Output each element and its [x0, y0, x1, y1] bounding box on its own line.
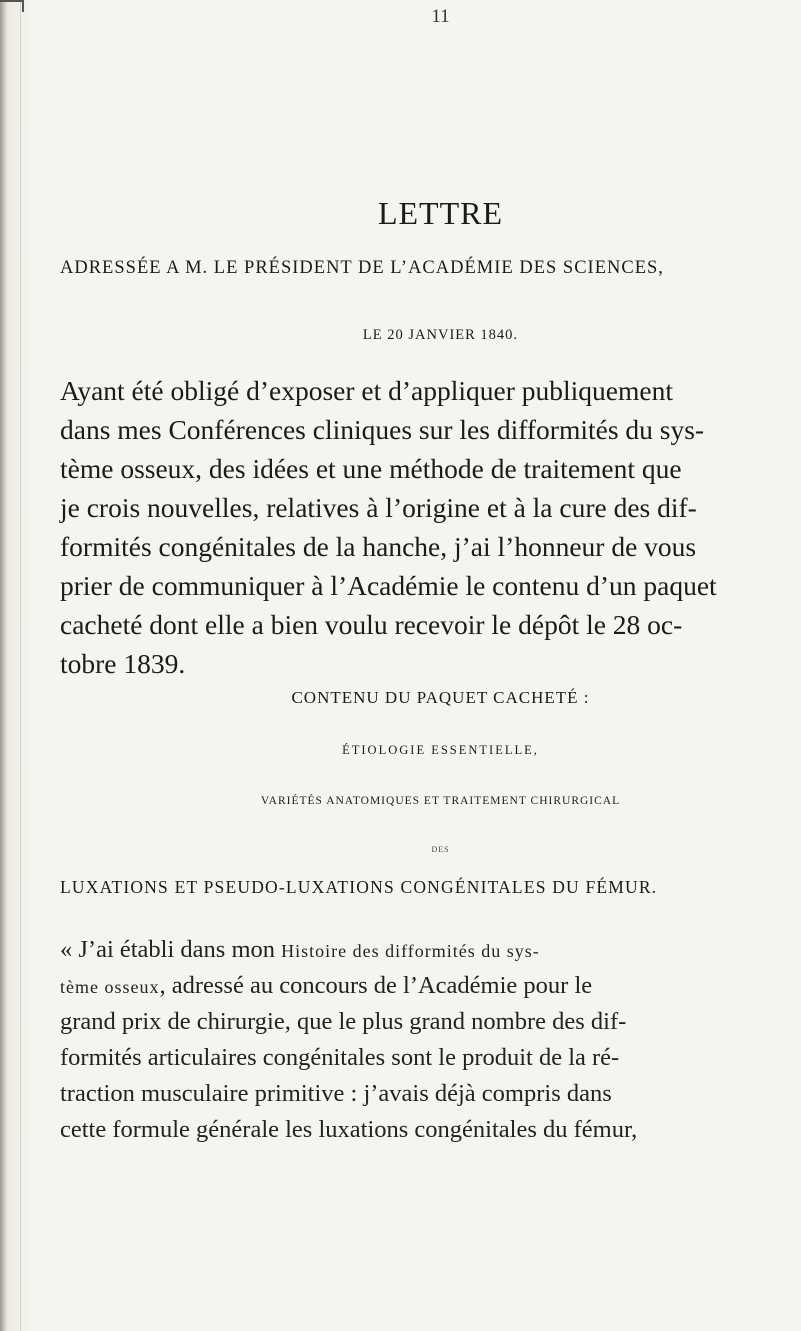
paragraph-line-1: Ayant été obligé d’exposer et d’appliquer publiquement	[60, 375, 673, 406]
quote-line-2	[60, 968, 592, 1005]
book-title-part-2: tème osseux	[60, 977, 160, 997]
paragraph-line-4: je crois nouvelles, relatives à l’origine et à la cure des dif-	[60, 492, 697, 523]
letter-title: LETTRE	[377, 195, 504, 231]
paragraph-line-7: cacheté dont elle a bien voulu recevoir le dépôt le 28 oc-	[60, 609, 683, 640]
luxations-heading: LUXATIONS ET PSEUDO-LUXATIONS CONGÉNITALES DU FÉMUR.	[60, 877, 658, 897]
quote-line-2-text: , adressé au concours de l’Académie pour le	[159, 972, 593, 999]
quote-line-4: formités articulaires congénitales sont le produit de la ré-	[60, 1044, 620, 1071]
book-title-part-1: Histoire des difformités du sys-	[281, 941, 540, 961]
corner-mark	[0, 0, 24, 12]
quote-line-6: cette formule générale les luxations congénitales du fémur,	[60, 1116, 638, 1143]
quote-line-1-text: « J’ai établi dans mon	[60, 936, 282, 963]
date-line: LE 20 JANVIER 1840.	[362, 327, 519, 343]
quote-line-5: traction musculaire primitive : j’avais déjà compris dans	[60, 1080, 612, 1107]
des-connector: DES	[431, 845, 450, 854]
paragraph-line-5: formités congénitales de la hanche, j’ai l’honneur de vous	[60, 531, 697, 562]
packet-heading: CONTENU DU PAQUET CACHETÉ :	[291, 688, 590, 707]
paragraph-line-2: dans mes Conférences cliniques sur les difformités du sys-	[60, 414, 705, 445]
quote-line-3: grand prix de chirurgie, que le plus grand nombre des dif-	[60, 1008, 627, 1035]
paragraph-line-3: tème osseux, des idées et une méthode de traitement que	[60, 453, 682, 484]
paragraph-line-8: tobre 1839.	[60, 648, 186, 679]
page-binding-line	[20, 0, 21, 1331]
etiology-heading: ÉTIOLOGIE ESSENTIELLE,	[342, 743, 539, 757]
quote-line-1	[60, 932, 540, 969]
page-binding-edge	[0, 0, 7, 1331]
paragraph-line-6: prier de communiquer à l’Académie le contenu d’un paquet	[60, 570, 717, 601]
page-number: 11	[431, 6, 450, 27]
varieties-heading: VARIÉTÉS ANATOMIQUES ET TRAITEMENT CHIRURGICAL	[260, 795, 621, 807]
addressee-line: ADRESSÉE A M. LE PRÉSIDENT DE L’ACADÉMIE DES SCIENCES,	[60, 258, 664, 278]
